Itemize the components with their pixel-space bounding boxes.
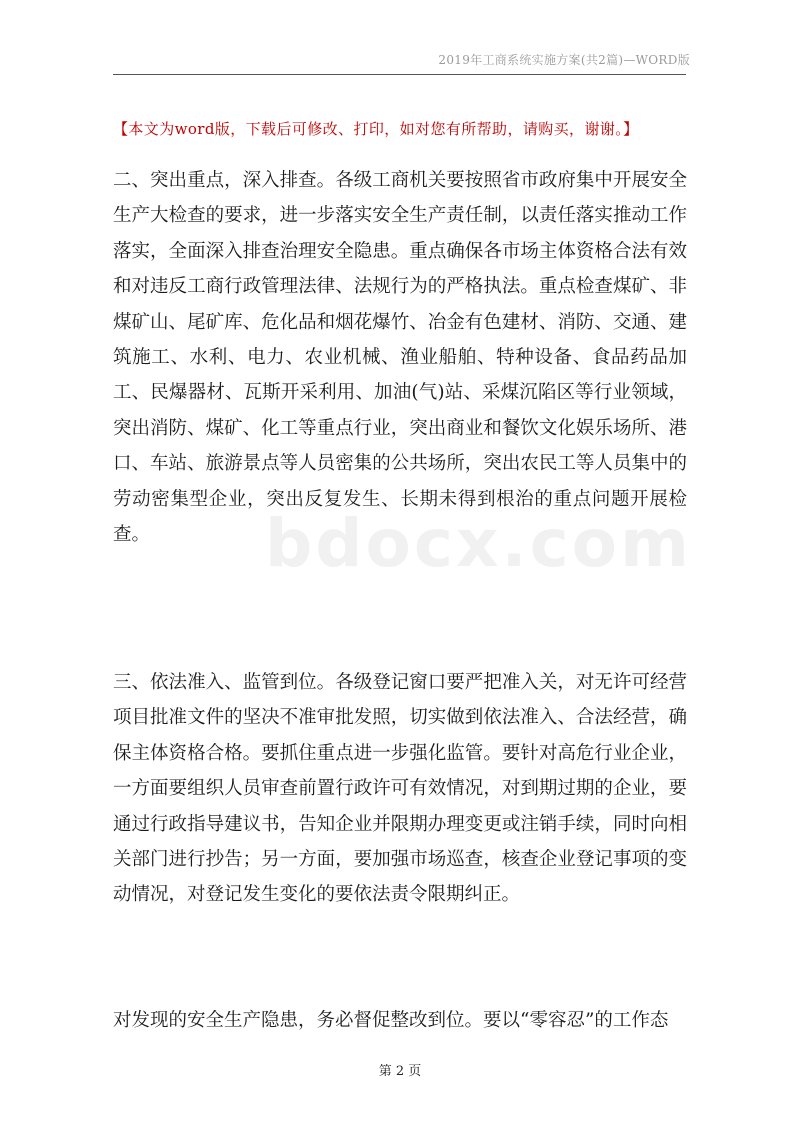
running-header: 2019年工商系统实施方案(共2篇)—WORD版 xyxy=(438,53,690,67)
paragraph-section-2: 二、突出重点，深入排查。各级工商机关要按照省市政府集中开展安全生产大检查的要求，进一步落实安全生产责任制，以责任落实推动工作落实，全面深入排查治理安全隐患。重点确保各市场主体资格合法有效和对违反工商行政管理法律、法规行为的严格执法。重点检查煤矿、非煤矿山、尾矿库、危化品和烟花爆竹、冶金有色建材、消防、交通、建筑施工、水利、电力、农业机械、渔业船舶、特种设备、食品药品加工、民爆器材、瓦斯开采利用、加油(气)站、采煤沉陷区等行业领域，突出消防、煤矿、化工等重点行业，突出商业和餐饮文化娱乐场所、港口、车站、旅游景点等人员密集的公共场所，突出农民工等人员集中的劳动密集型企业，突出反复发生、长期未得到根治的重点问题开展检查。 xyxy=(113,170,687,546)
watermark: bdocx.com xyxy=(265,505,692,582)
header-divider xyxy=(113,74,686,75)
paragraph-continuation: 对发现的安全生产隐患，务必督促整改到位。要以“零容忍”的工作态 xyxy=(113,1010,669,1031)
purchase-notice: 【本文为word版，下载后可修改、打印，如对您有所帮助，请购买，谢谢。】 xyxy=(113,120,639,138)
page-number: 第 2 页 xyxy=(378,1064,422,1079)
paragraph-section-3: 三、依法准入、监管到位。各级登记窗口要严把准入关，对无许可经营项目批准文件的坚决不准审批发照，切实做到依法准入、合法经营，确保主体资格合格。要抓住重点进一步强化监管。要针对高危行业企业，一方面要组织人员审查前置行政许可有效情况，对到期过期的企业，要通过行政指导建议书，告知企业并限期办理变更或注销手续，同时向相关部门进行抄告；另一方面，要加强市场巡查，核查企业登记事项的变动情况，对登记发生变化的要依法责令限期纠正。 xyxy=(113,672,687,906)
